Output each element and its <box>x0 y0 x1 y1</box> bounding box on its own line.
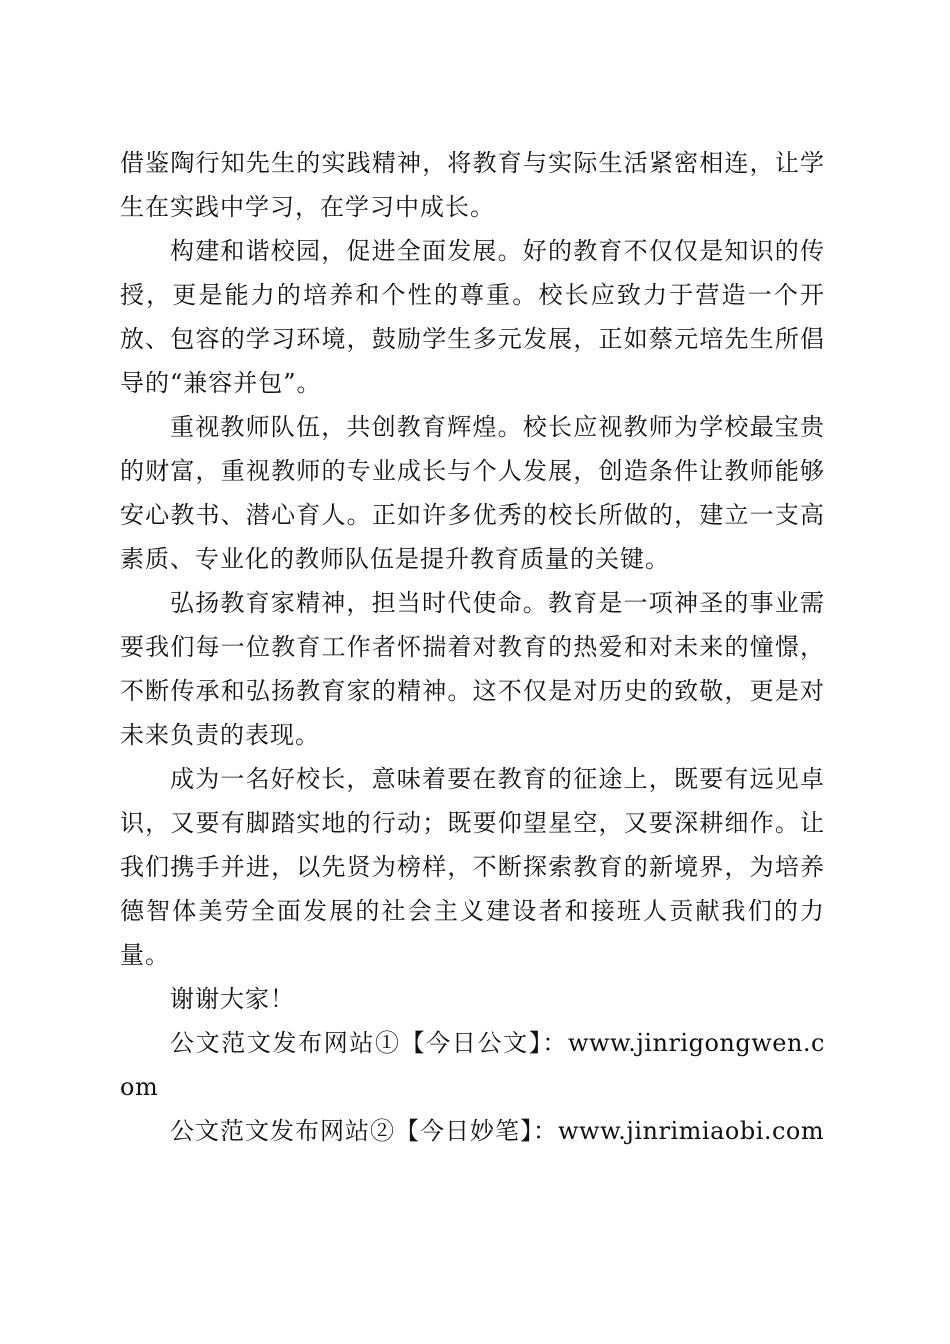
footer-link-url-1[interactable]: www.jinrigongwen.com <box>120 1029 825 1101</box>
footer-link-line-1 <box>120 1021 825 1109</box>
footer-link-line-2 <box>120 1109 825 1153</box>
paragraph-harmonious-campus: 构建和谐校园，促进全面发展。好的教育不仅仅是知识的传授，更是能力的培养和个性的尊重。校长应致力于营造一个开放、包容的学习环境，鼓励学生多元发展，正如蔡元培先生所倡导的“兼容并包”。 <box>120 237 825 397</box>
paragraph-thanks: 谢谢大家！ <box>170 985 295 1013</box>
footer-link-label-2: 公文范文发布网站②【今日妙笔】： <box>170 1117 558 1145</box>
footer-link-label-1: 公文范文发布网站①【今日公文】： <box>170 1029 568 1057</box>
footer-link-url-2[interactable]: www.jinrimiaobi.com <box>558 1117 825 1145</box>
paragraph-teacher-team: 重视教师队伍，共创教育辉煌。校长应视教师为学校最宝贵的财富，重视教师的专业成长与个人发展，创造条件让教师能够安心教书、潜心育人。正如许多优秀的校长所做的，建立一支高素质、专业化的教师队伍是提升教育质量的关键。 <box>120 413 825 573</box>
document-body <box>120 141 825 1153</box>
paragraph-educator-spirit: 弘扬教育家精神，担当时代使命。教育是一项神圣的事业需要我们每一位教育工作者怀揣着对教育的热爱和对未来的憧憬，不断传承和弘扬教育家的精神。这不仅是对历史的致敬，更是对未来负责的表现。 <box>120 589 825 749</box>
paragraph-practice: 借鉴陶行知先生的实践精神，将教育与实际生活紧密相连，让学生在实践中学习，在学习中成长。 <box>120 149 825 221</box>
paragraph-good-principal: 成为一名好校长，意味着要在教育的征途上，既要有远见卓识，又要有脚踏实地的行动；既要仰望星空，又要深耕细作。让我们携手并进，以先贤为榜样，不断探索教育的新境界，为培养德智体美劳全面发展的社会主义建设者和接班人贡献我们的力量。 <box>120 765 825 969</box>
